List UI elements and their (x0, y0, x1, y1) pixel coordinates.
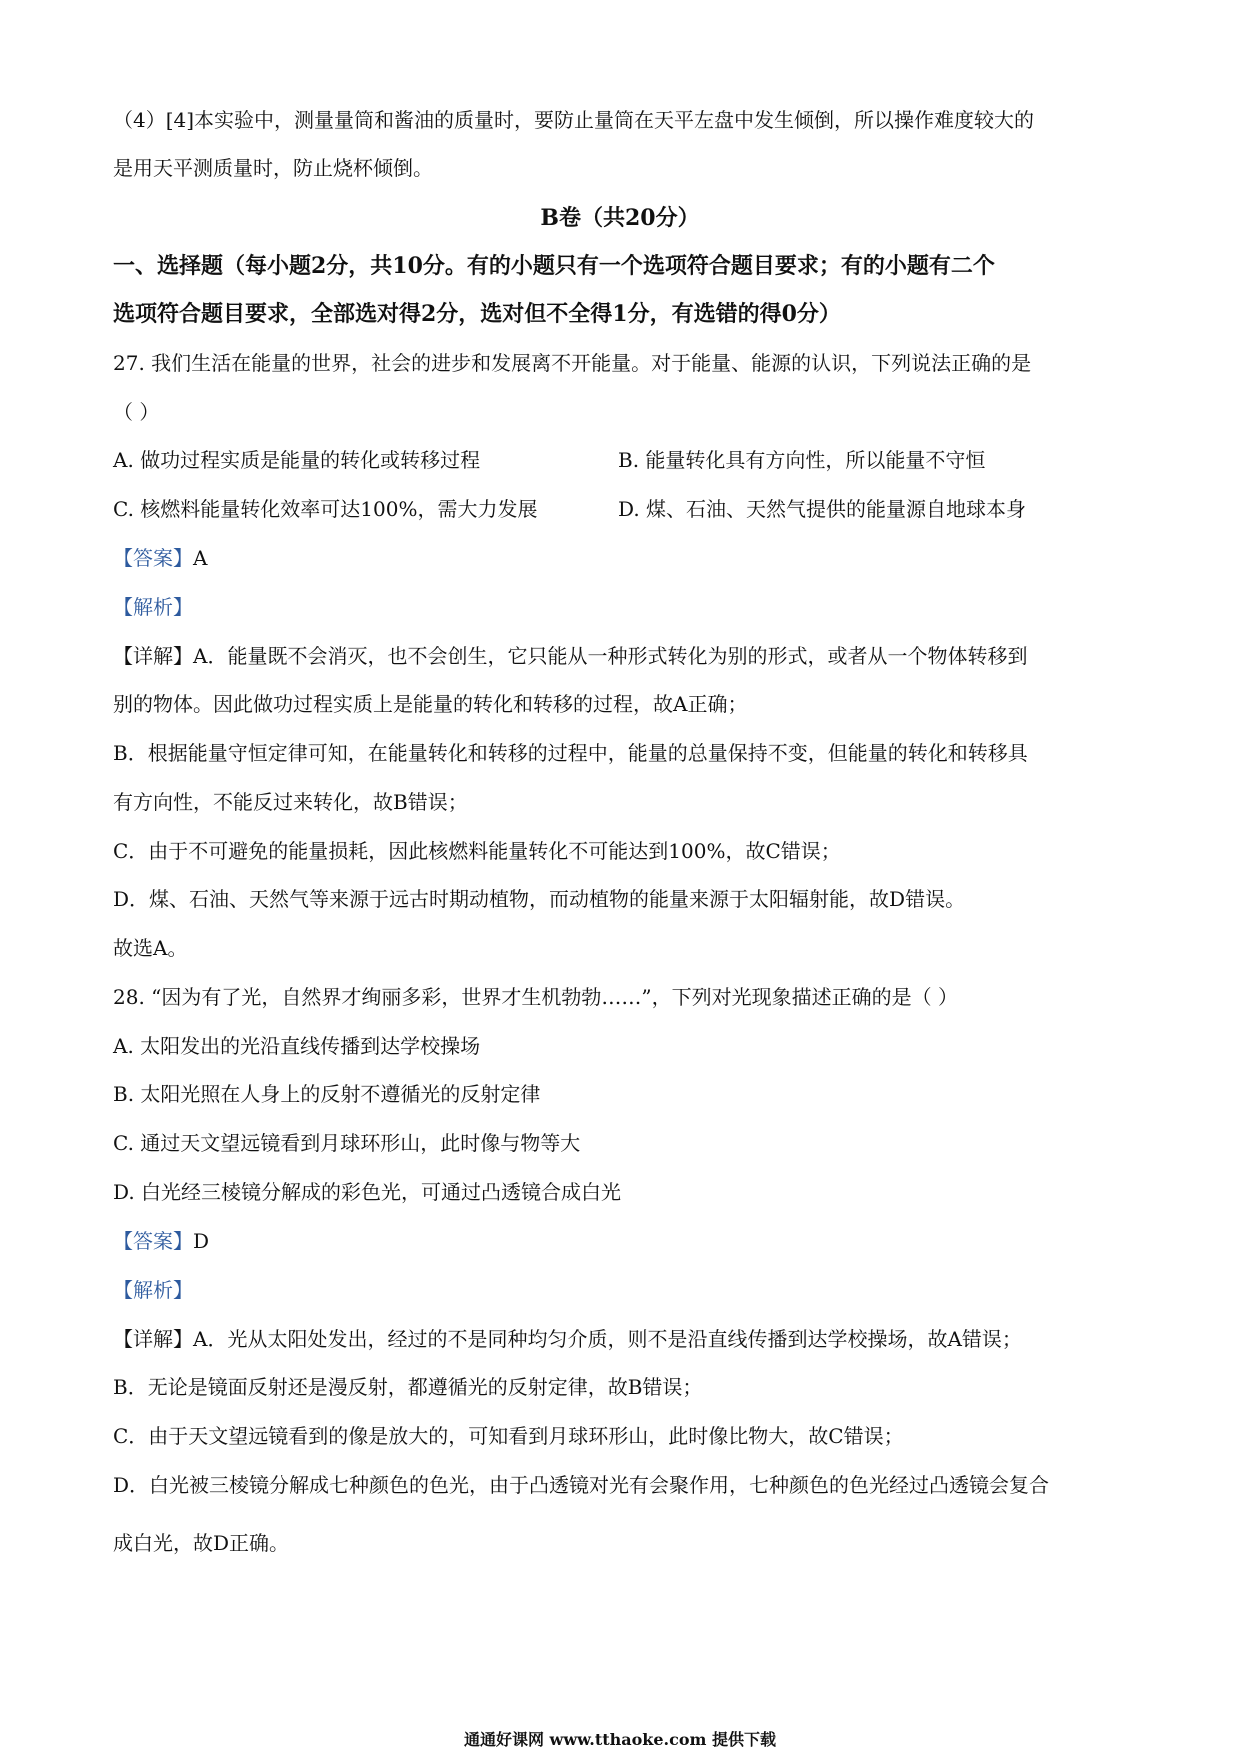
detail-line: 【详解】A．光从太阳处发出，经过的不是同种均匀介质，则不是沿直线传播到达学校操场，故A错误； (113, 1327, 1022, 1351)
detail-line: B．根据能量守恒定律可知，在能量转化和转移的过程中，能量的总量保持不变，但能量的转化和转移具 (113, 741, 1028, 765)
detail-line: 有方向性，不能反过来转化，故B错误； (113, 790, 468, 814)
answer-line (113, 545, 207, 571)
detail-line: 别的物体。因此做功过程实质上是能量的转化和转移的过程，故A正确； (113, 692, 748, 716)
answer-line (113, 1228, 209, 1254)
option-a: A. 太阳发出的光沿直线传播到达学校操场 (113, 1034, 481, 1058)
question-stem: 28. “因为有了光，自然界才绚丽多彩，世界才生机勃勃……”，下列对光现象描述正确的是（ ） (113, 985, 958, 1009)
option-d: D. 白光经三棱镜分解成的彩色光，可通过凸透镜合成白光 (113, 1180, 622, 1204)
text-line: 是用天平测质量时，防止烧杯倾倒。 (113, 156, 433, 180)
analysis-tag: 【解析】 (113, 1278, 193, 1302)
answer-tag: 【答案】 (113, 546, 193, 570)
detail-line: D．白光被三棱镜分解成七种颜色的色光，由于凸透镜对光有会聚作用，七种颜色的色光经过凸透镜会复合 (113, 1473, 1050, 1497)
section-heading: 一、选择题（每小题2分，共10分。有的小题只有一个选项符合题目要求；有的小题有二个 (113, 253, 995, 279)
option-a: A. 做功过程实质是能量的转化或转移过程 (113, 448, 481, 472)
section-title: B卷（共20分） (540, 205, 700, 231)
page-footer: 通通好课网 www.tthaoke.com 提供下载 (463, 1730, 777, 1749)
detail-line: D．煤、石油、天然气等来源于远古时期动植物，而动植物的能量来源于太阳辐射能，故D错误。 (113, 887, 966, 911)
detail-line: C．由于不可避免的能量损耗，因此核燃料能量转化不可能达到100%，故C错误； (113, 839, 841, 863)
detail-line: 故选A。 (113, 936, 188, 960)
analysis-tag: 【解析】 (113, 595, 193, 619)
detail-line: 成白光，故D正确。 (113, 1531, 290, 1555)
detail-line: C．由于天文望远镜看到的像是放大的，可知看到月球环形山，此时像比物大，故C错误； (113, 1424, 904, 1448)
question-stem: 27. 我们生活在能量的世界，社会的进步和发展离不开能量。对于能量、能源的认识，下列说法正确的是 (113, 351, 1032, 375)
question-stem: （ ） (113, 400, 160, 424)
option-d: D. 煤、石油、天然气提供的能量源自地球本身 (618, 497, 1027, 521)
option-b: B. 太阳光照在人身上的反射不遵循光的反射定律 (113, 1082, 541, 1106)
section-heading: 选项符合题目要求，全部选对得2分，选对但不全得1分，有选错的得0分） (113, 301, 841, 327)
answer-tag: 【答案】 (113, 1229, 193, 1253)
option-c: C. 通过天文望远镜看到月球环形山，此时像与物等大 (113, 1131, 581, 1155)
option-b: B. 能量转化具有方向性，所以能量不守恒 (618, 448, 986, 472)
answer-value: A (193, 546, 208, 570)
detail-line: 【详解】A．能量既不会消灭，也不会创生，它只能从一种形式转化为别的形式，或者从一个物体转移到 (113, 644, 1028, 668)
answer-value: D (193, 1229, 210, 1253)
detail-line: B．无论是镜面反射还是漫反射，都遵循光的反射定律，故B错误； (113, 1375, 703, 1399)
text-line: （4）[4]本实验中，测量量筒和酱油的质量时，要防止量筒在天平左盘中发生倾倒，所以操作难度较大的 (113, 108, 1035, 132)
option-c: C. 核燃料能量转化效率可达100%，需大力发展 (113, 497, 538, 521)
